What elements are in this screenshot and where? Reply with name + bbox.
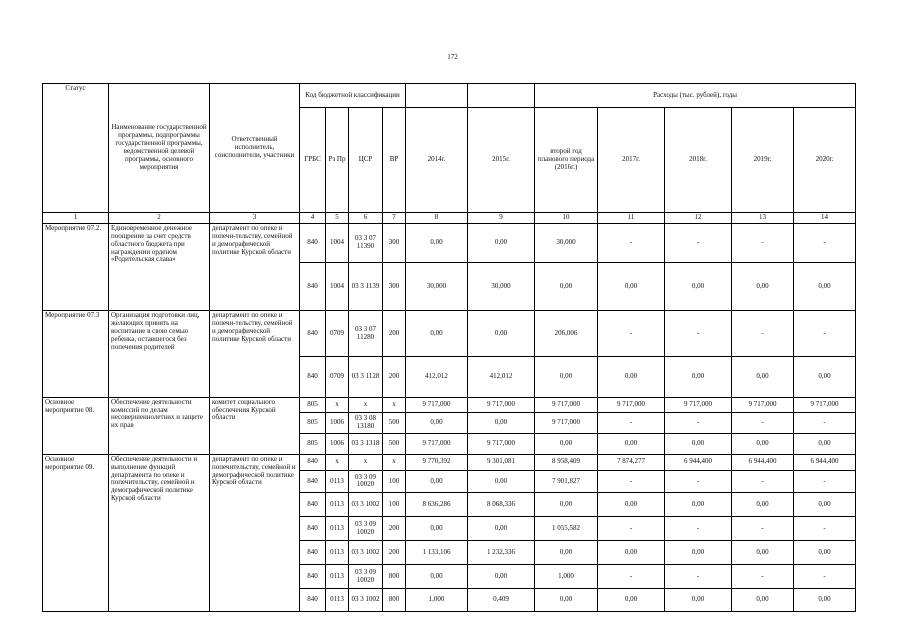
table-row bbox=[43, 454, 856, 470]
cell-vr: 200 bbox=[383, 517, 406, 541]
cell-csr: 03 3 1318 bbox=[349, 434, 383, 455]
cell-vr: х bbox=[383, 454, 406, 470]
cell-csr: 03 3 09 10020 bbox=[349, 470, 383, 493]
cell-2019: 0,00 bbox=[732, 589, 794, 612]
budget-expenses-table bbox=[42, 83, 856, 612]
cell-2018: - bbox=[665, 224, 732, 262]
cell-2014: 30,000 bbox=[406, 262, 468, 311]
cell-2020: - bbox=[794, 517, 856, 541]
cell-2016: 0,00 bbox=[535, 493, 598, 517]
cell-2018: 0,00 bbox=[665, 541, 732, 565]
header-grbs: ГРБС bbox=[300, 107, 326, 212]
cell-2015: 1 232,336 bbox=[468, 541, 535, 565]
cell-2016: 9 717,000 bbox=[535, 413, 598, 434]
cell-2016: 0,00 bbox=[535, 589, 598, 612]
cell-grbs: 840 bbox=[300, 470, 326, 493]
cell-2014: 9 717,000 bbox=[406, 397, 468, 413]
cell-2017: 0,00 bbox=[598, 262, 665, 311]
cell-2019: 9 717,000 bbox=[732, 397, 794, 413]
cell-2016: 0,00 bbox=[535, 434, 598, 455]
cell-2017: 9 717,000 bbox=[598, 397, 665, 413]
cell-grbs: 840 bbox=[300, 357, 326, 398]
cell-2018: - bbox=[665, 413, 732, 434]
column-number: 3 bbox=[210, 212, 300, 223]
cell-grbs: 840 bbox=[300, 541, 326, 565]
cell-2020: - bbox=[794, 413, 856, 434]
cell-grbs: 840 bbox=[300, 493, 326, 517]
cell-2019: - bbox=[732, 470, 794, 493]
header-name: Наименование государственной программы, подпрограммы государственной программы, ведомственной целевой программы, основного мероприятия bbox=[109, 84, 210, 213]
cell-2016: 1 055,582 bbox=[535, 517, 598, 541]
column-number: 2 bbox=[109, 212, 210, 223]
group-executor: департамент по опеке и попечительству, семейной и демографической политике Курской области bbox=[210, 454, 300, 611]
cell-2015: 0,409 bbox=[468, 589, 535, 612]
cell-2015: 9 301,081 bbox=[468, 454, 535, 470]
cell-2019: 0,00 bbox=[732, 262, 794, 311]
cell-vr: 200 bbox=[383, 311, 406, 357]
cell-2018: - bbox=[665, 311, 732, 357]
column-number: 9 bbox=[468, 212, 535, 223]
cell-grbs: 840 bbox=[300, 589, 326, 612]
cell-csr: 03 3 1139 bbox=[349, 262, 383, 311]
cell-2014: 0,00 bbox=[406, 311, 468, 357]
column-numbers-row bbox=[43, 212, 856, 223]
cell-2016: 30,000 bbox=[535, 224, 598, 262]
cell-2015: 412,012 bbox=[468, 357, 535, 398]
cell-2014: 0,00 bbox=[406, 517, 468, 541]
cell-csr: 03 3 08 13180 bbox=[349, 413, 383, 434]
cell-grbs: 805 bbox=[300, 434, 326, 455]
cell-2018: 0,00 bbox=[665, 357, 732, 398]
header-2017: 2017г. bbox=[598, 107, 665, 212]
cell-2020: 0,00 bbox=[794, 493, 856, 517]
cell-2020: - bbox=[794, 565, 856, 589]
cell-rzpr: х bbox=[326, 397, 349, 413]
cell-2014: 1,000 bbox=[406, 589, 468, 612]
cell-2019: 6 944,400 bbox=[732, 454, 794, 470]
cell-rzpr: 1006 bbox=[326, 434, 349, 455]
cell-2017: - bbox=[598, 224, 665, 262]
cell-rzpr: 0709 bbox=[326, 311, 349, 357]
cell-2017: 0,00 bbox=[598, 541, 665, 565]
cell-2020: 0,00 bbox=[794, 589, 856, 612]
column-number: 1 bbox=[43, 212, 109, 223]
cell-2015: 0,00 bbox=[468, 311, 535, 357]
cell-2014: 412,012 bbox=[406, 357, 468, 398]
cell-2019: 0,00 bbox=[732, 357, 794, 398]
cell-2019: - bbox=[732, 311, 794, 357]
cell-2020: 0,00 bbox=[794, 357, 856, 398]
group-name: Организация подготовки лиц, желающих принять на воспитание в свою семью ребенка, оставшегося без попечения родителей bbox=[109, 311, 210, 397]
group-status: Мероприятие 07.2. bbox=[43, 224, 109, 311]
cell-2014: 9 770,392 bbox=[406, 454, 468, 470]
cell-rzpr: 0113 bbox=[326, 541, 349, 565]
header-2019: 2019г. bbox=[732, 107, 794, 212]
cell-2017: 0,00 bbox=[598, 434, 665, 455]
cell-2017: - bbox=[598, 413, 665, 434]
cell-2017: 7 874,277 bbox=[598, 454, 665, 470]
header-2016: второй год планового периода (2016г.) bbox=[535, 107, 598, 212]
header-blank-9 bbox=[468, 84, 535, 108]
column-number: 11 bbox=[598, 212, 665, 223]
header-blank-8 bbox=[406, 84, 468, 108]
cell-2019: - bbox=[732, 224, 794, 262]
cell-vr: 300 bbox=[383, 224, 406, 262]
column-number: 4 bbox=[300, 212, 326, 223]
header-2014: 2014г. bbox=[406, 107, 468, 212]
cell-2015: 9 717,000 bbox=[468, 434, 535, 455]
cell-rzpr: 0113 bbox=[326, 493, 349, 517]
header-vr: ВР bbox=[383, 107, 406, 212]
group-executor: департамент по опеке и попечи-тельству, семейной и демографической политике Курской области bbox=[210, 224, 300, 311]
header-executor: Ответственный исполнитель, соисполнители, участники bbox=[210, 84, 300, 213]
cell-2020: - bbox=[794, 224, 856, 262]
cell-grbs: 805 bbox=[300, 397, 326, 413]
group-status: Мероприятие 07.3 bbox=[43, 311, 109, 397]
cell-2018: 0,00 bbox=[665, 493, 732, 517]
column-number: 8 bbox=[406, 212, 468, 223]
cell-vr: 800 bbox=[383, 565, 406, 589]
group-executor: комитет социального обеспечения Курской области bbox=[210, 397, 300, 454]
cell-grbs: 840 bbox=[300, 454, 326, 470]
cell-2014: 0,00 bbox=[406, 470, 468, 493]
cell-2018: 6 944,400 bbox=[665, 454, 732, 470]
cell-rzpr: х bbox=[326, 454, 349, 470]
cell-2017: - bbox=[598, 517, 665, 541]
cell-2019: 0,00 bbox=[732, 541, 794, 565]
page-number: 172 bbox=[447, 53, 458, 61]
table-row bbox=[43, 224, 856, 262]
cell-2015: 0,00 bbox=[468, 224, 535, 262]
column-number: 6 bbox=[349, 212, 383, 223]
cell-rzpr: 0113 bbox=[326, 517, 349, 541]
column-number: 10 bbox=[535, 212, 598, 223]
cell-2014: 0,00 bbox=[406, 224, 468, 262]
cell-2014: 0,00 bbox=[406, 565, 468, 589]
header-2015: 2015г. bbox=[468, 107, 535, 212]
header-budget-code: Код бюджетной классификации bbox=[300, 84, 406, 108]
cell-vr: 100 bbox=[383, 493, 406, 517]
cell-csr: х bbox=[349, 454, 383, 470]
group-name: Обеспечение деятельности и выполнение функций департамента по опеке и попечительству, семейной и демографической политике Курской области bbox=[109, 454, 210, 611]
cell-2018: 9 717,000 bbox=[665, 397, 732, 413]
cell-grbs: 805 bbox=[300, 413, 326, 434]
cell-2019: 0,00 bbox=[732, 434, 794, 455]
cell-rzpr: 0113 bbox=[326, 565, 349, 589]
cell-2016: 0,00 bbox=[535, 262, 598, 311]
cell-grbs: 840 bbox=[300, 565, 326, 589]
column-number: 13 bbox=[732, 212, 794, 223]
cell-csr: х bbox=[349, 397, 383, 413]
cell-2019: 0,00 bbox=[732, 493, 794, 517]
cell-2015: 0,00 bbox=[468, 470, 535, 493]
cell-2017: 0,00 bbox=[598, 493, 665, 517]
cell-2019: - bbox=[732, 517, 794, 541]
cell-rzpr: 1006 bbox=[326, 413, 349, 434]
cell-2016: 1,000 bbox=[535, 565, 598, 589]
cell-vr: х bbox=[383, 397, 406, 413]
cell-2018: 0,00 bbox=[665, 589, 732, 612]
cell-2016: 9 717,000 bbox=[535, 397, 598, 413]
cell-vr: 500 bbox=[383, 434, 406, 455]
cell-2018: - bbox=[665, 470, 732, 493]
cell-grbs: 840 bbox=[300, 311, 326, 357]
cell-vr: 800 bbox=[383, 589, 406, 612]
cell-rzpr: 0113 bbox=[326, 589, 349, 612]
header-csr: ЦСР bbox=[349, 107, 383, 212]
cell-2014: 0,00 bbox=[406, 413, 468, 434]
cell-2017: 0,00 bbox=[598, 589, 665, 612]
column-number: 12 bbox=[665, 212, 732, 223]
cell-2018: 0,00 bbox=[665, 262, 732, 311]
header-expenses: Расходы (тыс. рублей), годы bbox=[535, 84, 856, 108]
cell-2016: 206,006 bbox=[535, 311, 598, 357]
cell-csr: 03 3 1128 bbox=[349, 357, 383, 398]
cell-2014: 9 717,000 bbox=[406, 434, 468, 455]
column-number: 14 bbox=[794, 212, 856, 223]
cell-2015: 0,00 bbox=[468, 565, 535, 589]
group-name: Единовременное денежное поощрение за счет средств областного бюджета при награждении орденом «Родительская слава» bbox=[109, 224, 210, 311]
cell-vr: 300 bbox=[383, 262, 406, 311]
cell-grbs: 840 bbox=[300, 517, 326, 541]
cell-2020: 6 944,400 bbox=[794, 454, 856, 470]
cell-rzpr: 1004 bbox=[326, 262, 349, 311]
cell-2020: 9 717,000 bbox=[794, 397, 856, 413]
cell-2019: - bbox=[732, 413, 794, 434]
cell-csr: 03 3 1002 bbox=[349, 589, 383, 612]
header-2020: 2020г. bbox=[794, 107, 856, 212]
cell-2017: - bbox=[598, 565, 665, 589]
cell-2020: 0,00 bbox=[794, 262, 856, 311]
cell-2015: 30,000 bbox=[468, 262, 535, 311]
cell-vr: 200 bbox=[383, 357, 406, 398]
table-row bbox=[43, 397, 856, 413]
cell-2016: 8 958,409 bbox=[535, 454, 598, 470]
group-status: Основное мероприятие 08. bbox=[43, 397, 109, 454]
cell-2018: - bbox=[665, 517, 732, 541]
cell-2018: - bbox=[665, 565, 732, 589]
cell-rzpr: 0709 bbox=[326, 357, 349, 398]
cell-2015: 0,00 bbox=[468, 413, 535, 434]
cell-2015: 0,00 bbox=[468, 517, 535, 541]
cell-2017: - bbox=[598, 311, 665, 357]
header-status: Статус bbox=[43, 84, 109, 213]
cell-grbs: 840 bbox=[300, 262, 326, 311]
column-number: 7 bbox=[383, 212, 406, 223]
cell-2014: 8 636,286 bbox=[406, 493, 468, 517]
group-name: Обеспечение деятельности комиссий по делам несовершеннолетних и защите их прав bbox=[109, 397, 210, 454]
column-number: 5 bbox=[326, 212, 349, 223]
cell-vr: 100 bbox=[383, 470, 406, 493]
cell-2020: 0,00 bbox=[794, 434, 856, 455]
cell-csr: 03 3 07 11390 bbox=[349, 224, 383, 262]
group-status: Основное мероприятие 09. bbox=[43, 454, 109, 611]
cell-csr: 03 3 1002 bbox=[349, 541, 383, 565]
cell-2020: - bbox=[794, 311, 856, 357]
cell-2017: 0,00 bbox=[598, 357, 665, 398]
cell-csr: 03 3 09 10020 bbox=[349, 565, 383, 589]
cell-vr: 500 bbox=[383, 413, 406, 434]
cell-rzpr: 1004 bbox=[326, 224, 349, 262]
cell-2016: 0,00 bbox=[535, 357, 598, 398]
cell-vr: 200 bbox=[383, 541, 406, 565]
cell-2015: 9 717,000 bbox=[468, 397, 535, 413]
group-executor: департамент по опеке и попечи-тельству, семейной и демографической политике Курской области bbox=[210, 311, 300, 397]
cell-2018: 0,00 bbox=[665, 434, 732, 455]
cell-2020: 0,00 bbox=[794, 541, 856, 565]
cell-grbs: 840 bbox=[300, 224, 326, 262]
cell-csr: 03 3 07 11280 bbox=[349, 311, 383, 357]
cell-csr: 03 3 09 10020 bbox=[349, 517, 383, 541]
cell-2016: 7 901,827 bbox=[535, 470, 598, 493]
cell-2014: 1 133,106 bbox=[406, 541, 468, 565]
table-row bbox=[43, 311, 856, 357]
cell-csr: 03 3 1002 bbox=[349, 493, 383, 517]
cell-2019: - bbox=[732, 565, 794, 589]
cell-2020: - bbox=[794, 470, 856, 493]
cell-2016: 0,00 bbox=[535, 541, 598, 565]
header-rzpr: Рз Пр bbox=[326, 107, 349, 212]
cell-rzpr: 0113 bbox=[326, 470, 349, 493]
cell-2015: 8 068,336 bbox=[468, 493, 535, 517]
cell-2017: - bbox=[598, 470, 665, 493]
header-2018: 2018г. bbox=[665, 107, 732, 212]
